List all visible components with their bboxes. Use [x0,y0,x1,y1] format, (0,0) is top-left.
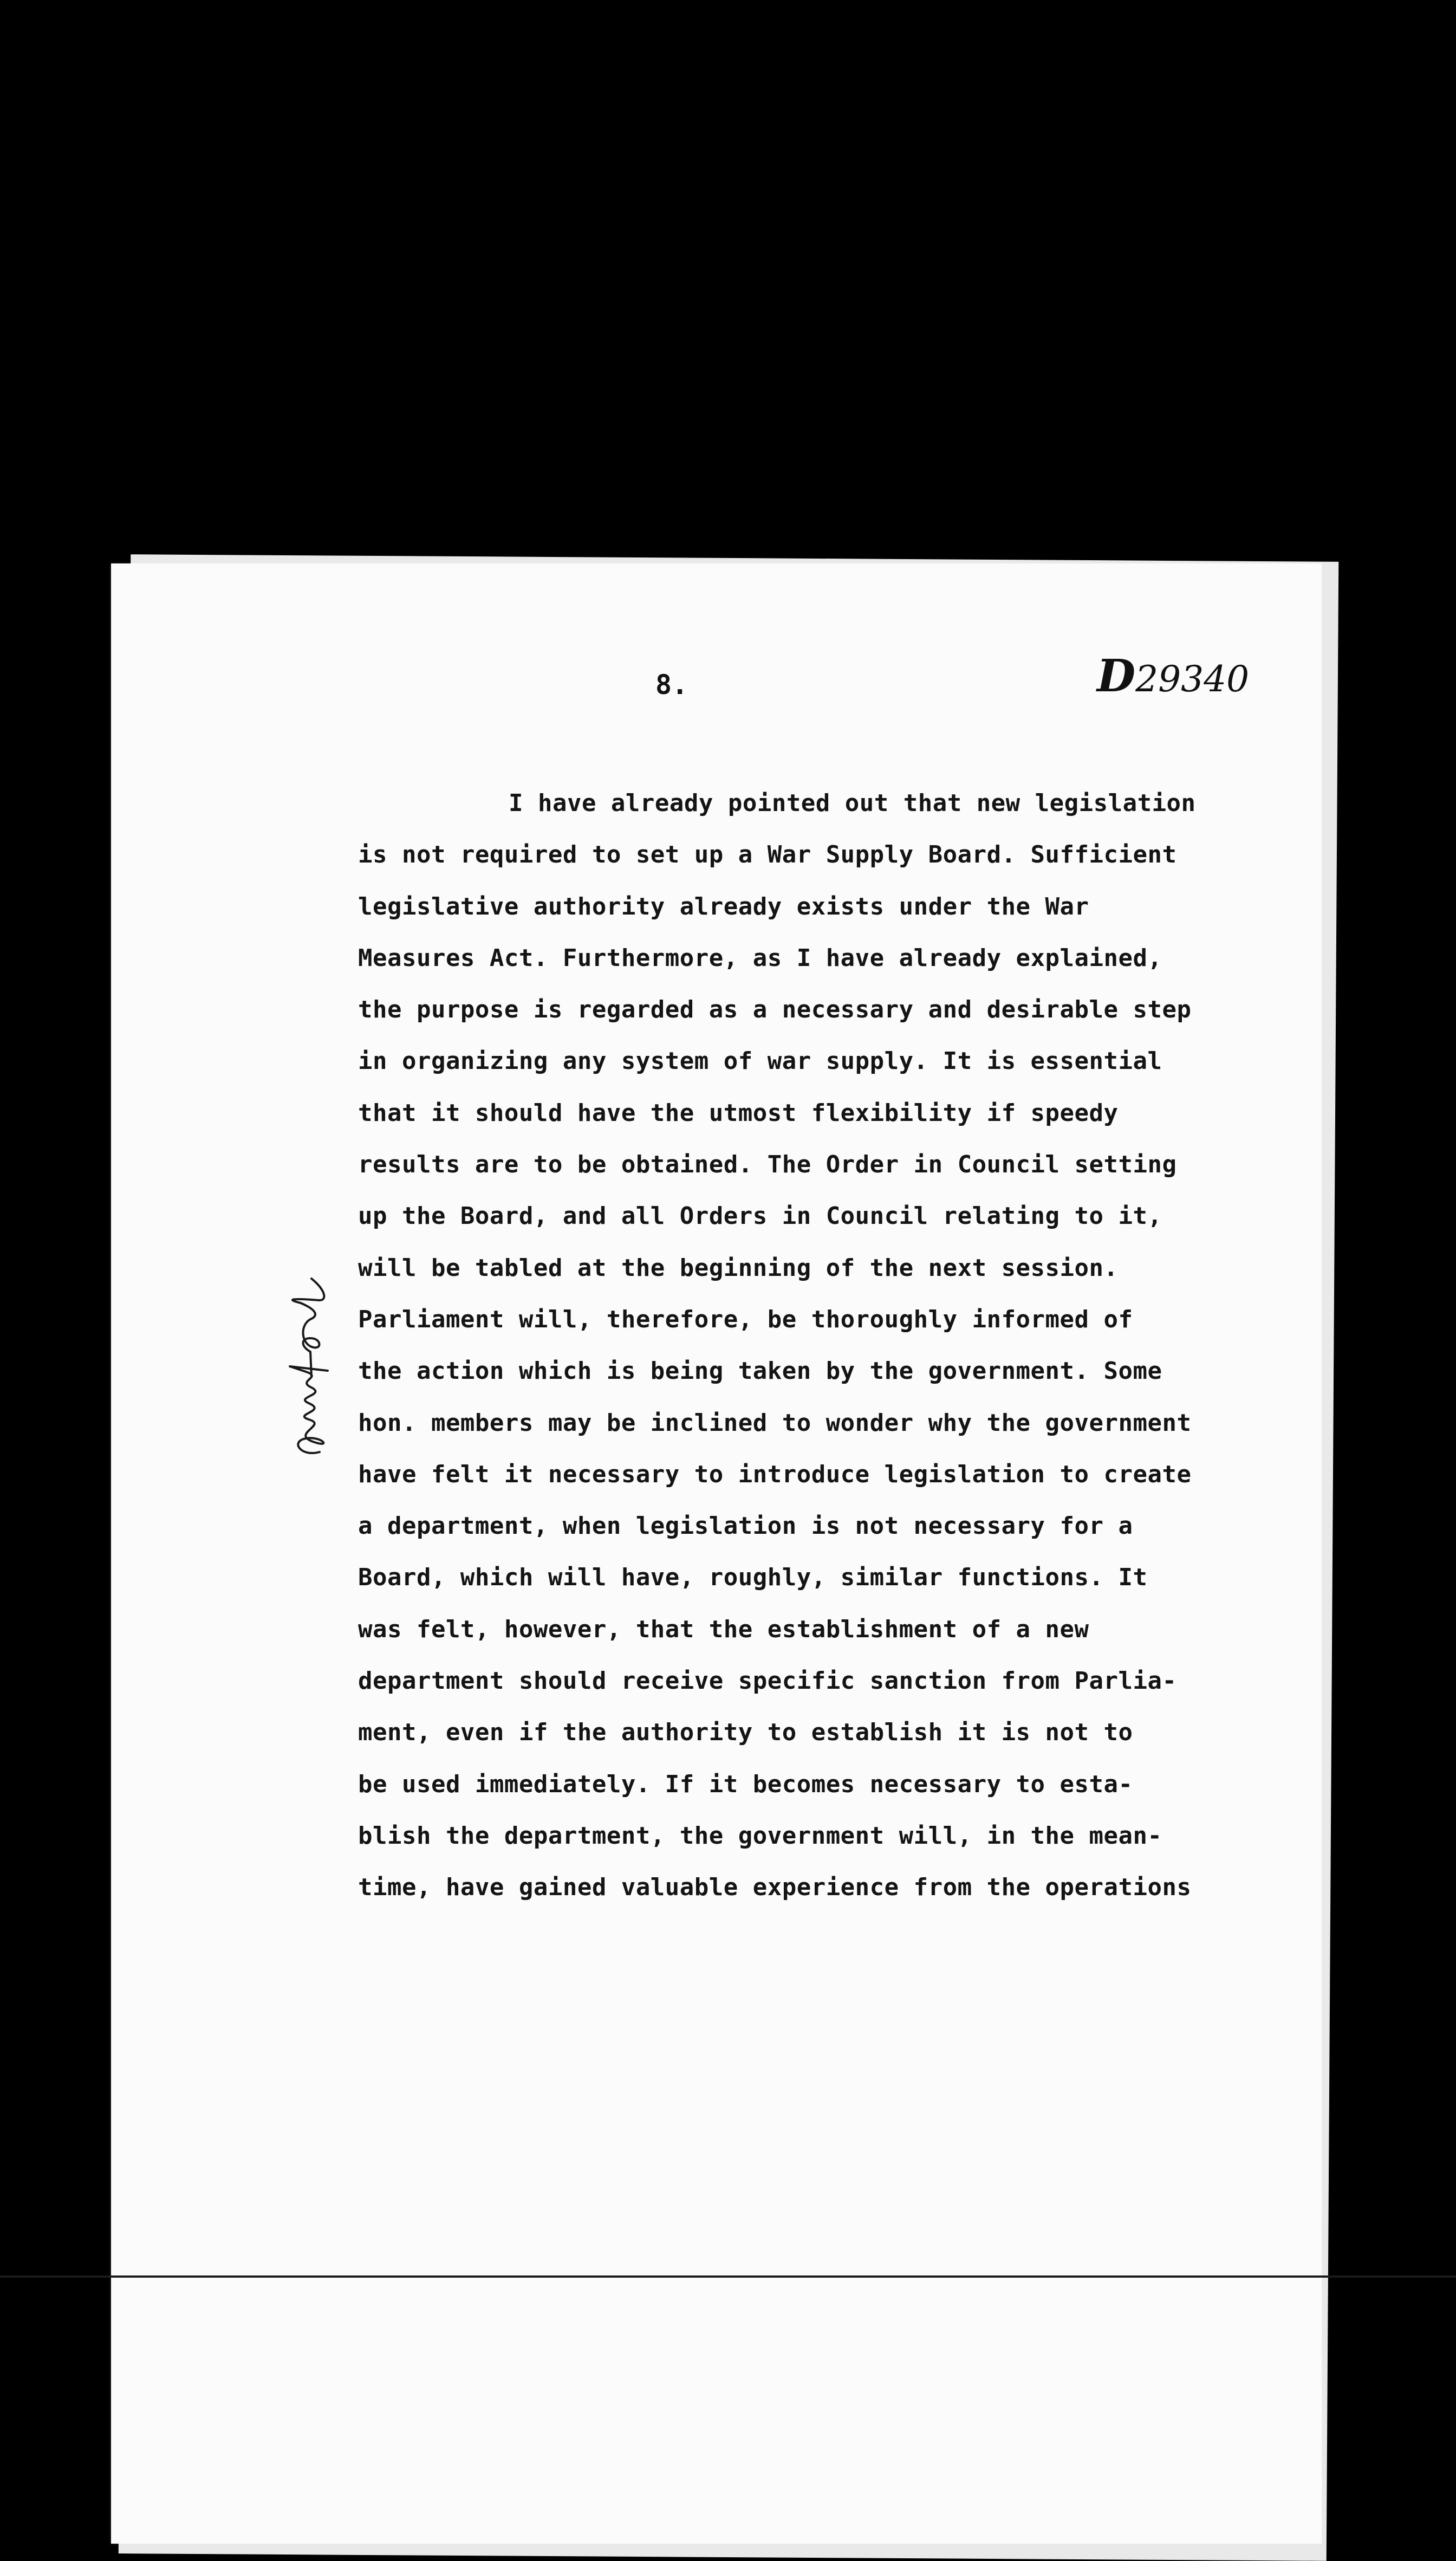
text-line: results are to be obtained. The Order in Council setting [358,1151,1177,1179]
text-line: a department, when legislation is not necessary for a [358,1512,1133,1540]
text-line: have felt it necessary to introduce legislation to create [358,1460,1192,1488]
text-line: hon. members may be inclined to wonder why the government [358,1409,1192,1437]
handwritten-annotation [268,1262,349,1463]
text-line: Parliament will, therefore, be thoroughly informed of [358,1305,1133,1333]
text-line: Board, which will have, roughly, similar functions. It [358,1564,1148,1592]
text-line: legislative authority already exists under the War [358,892,1089,920]
text-line: I have already pointed out that new legislation [509,789,1196,817]
document-id-prefix: D [1097,650,1136,702]
text-line: department should receive specific sanction from Parlia- [358,1667,1177,1695]
text-line: be used immediately. If it becomes necessary to esta- [358,1770,1133,1798]
text-line: will be tabled at the beginning of the next session. [358,1254,1119,1282]
text-line: time, have gained valuable experience from the operations [358,1873,1192,1902]
text-line: the purpose is regarded as a necessary and desirable step [358,996,1192,1024]
scan-edge-line [0,2275,1456,2278]
text-line: ment, even if the authority to establish it is not to [358,1719,1133,1747]
document-id-digits: 29340 [1135,658,1250,700]
body-paragraph [358,777,1333,1914]
document-id-stamp [1097,650,1249,702]
text-line: was felt, however, that the establishment of a new [358,1615,1089,1643]
document-page [111,563,1322,2544]
text-line: the action which is being taken by the government. Some [358,1357,1162,1385]
text-line: up the Board, and all Orders in Council relating to it, [358,1202,1162,1230]
text-line: blish the department, the government will, in the mean- [358,1821,1162,1850]
text-line: Measures Act. Furthermore, as I have already explained, [358,944,1162,972]
page-number: 8. [655,669,688,701]
text-line: that it should have the utmost flexibility if speedy [358,1099,1119,1127]
text-line: is not required to set up a War Supply Board. Sufficient [358,841,1177,869]
text-line: in organizing any system of war supply. It is essential [358,1047,1162,1075]
